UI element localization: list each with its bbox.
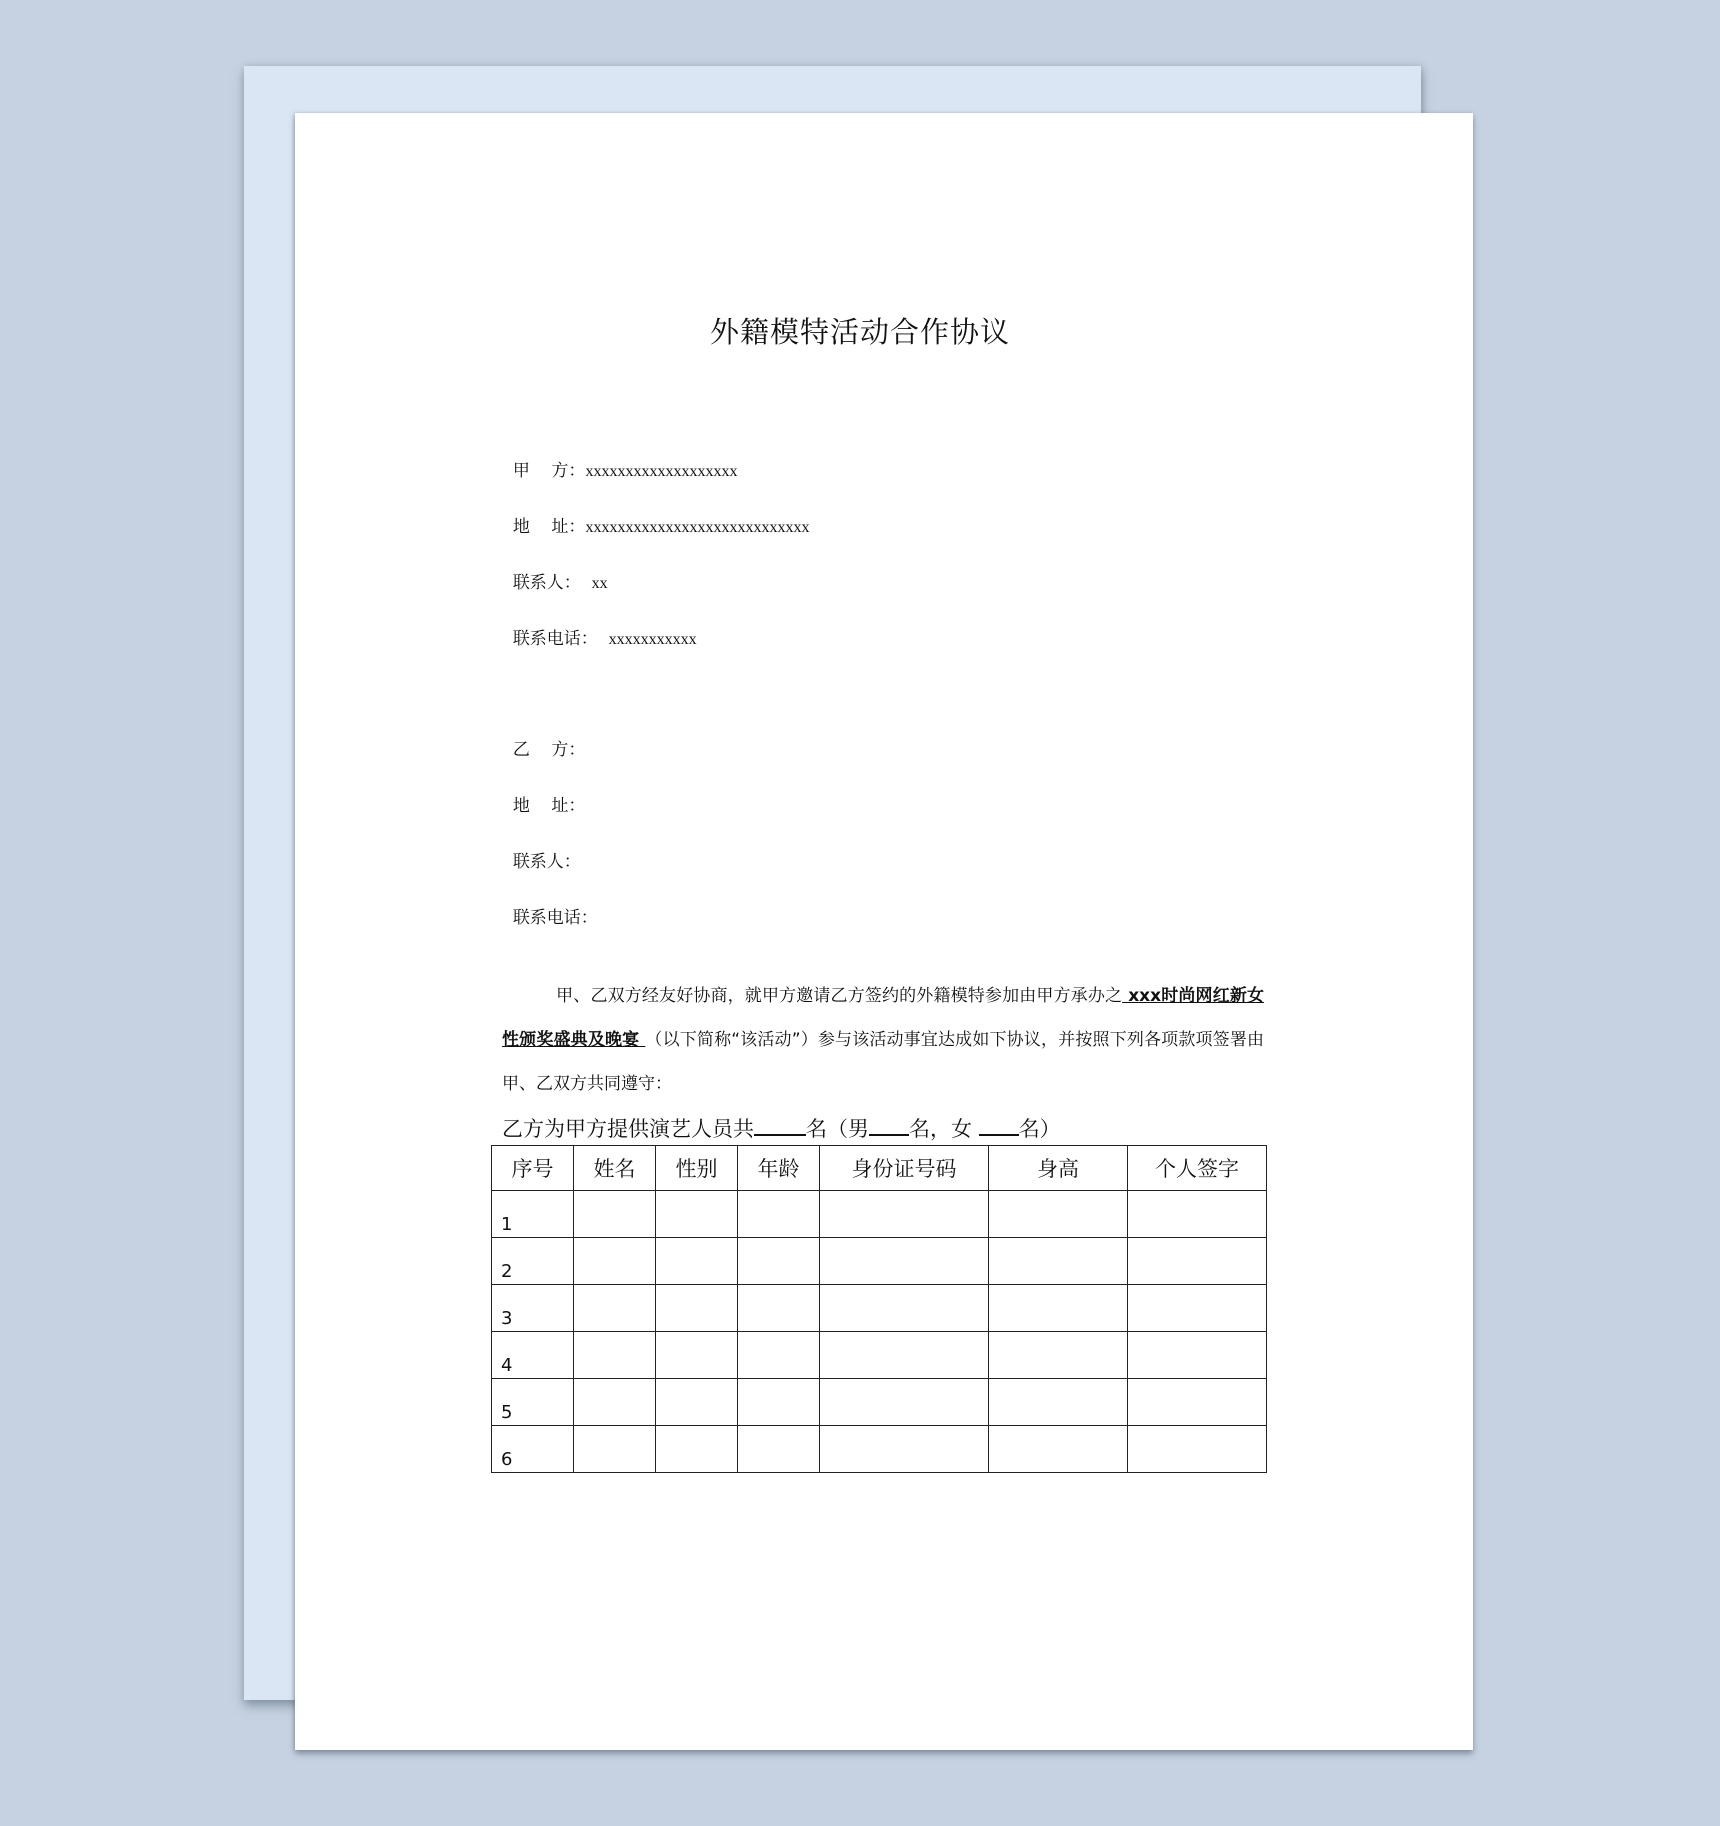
cell-id-number[interactable] — [820, 1285, 989, 1332]
party-a-address-value: xxxxxxxxxxxxxxxxxxxxxxxxxxxx — [585, 519, 810, 536]
cell-signature[interactable] — [1128, 1379, 1267, 1426]
document-title: 外籍模特活动合作协议 — [709, 315, 1010, 349]
cell-height[interactable] — [989, 1285, 1128, 1332]
count-prefix: 乙方为甲方提供演艺人员共 — [502, 1117, 754, 1141]
col-header-height: 身高 — [989, 1146, 1128, 1191]
cell-name[interactable] — [574, 1379, 656, 1426]
cell-age[interactable] — [738, 1238, 820, 1285]
cell-index: 3 — [492, 1285, 574, 1332]
table-header-row — [492, 1146, 1267, 1191]
models-table — [491, 1145, 1267, 1473]
count-mid-male: 名（男 — [806, 1117, 869, 1141]
table-row — [492, 1332, 1267, 1379]
male-count-blank[interactable] — [869, 1116, 909, 1136]
cell-age[interactable] — [738, 1426, 820, 1473]
cell-index: 1 — [492, 1191, 574, 1238]
cell-signature[interactable] — [1128, 1426, 1267, 1473]
party-b-address-field — [502, 771, 585, 816]
cell-age[interactable] — [738, 1332, 820, 1379]
party-b-phone-field — [502, 883, 598, 928]
cell-id-number[interactable] — [820, 1379, 989, 1426]
cell-signature[interactable] — [1128, 1285, 1267, 1332]
intro-text-after: （以下简称“该活动”）参与该活动事宜达成如下协议，并按照下列各项款项签署由甲、乙双方共同遵守： — [502, 1030, 1264, 1094]
cell-age[interactable] — [738, 1379, 820, 1426]
col-header-signature: 个人签字 — [1128, 1146, 1267, 1191]
count-suffix: 名） — [1018, 1117, 1061, 1141]
col-header-id-number: 身份证号码 — [820, 1146, 989, 1191]
table-row — [492, 1191, 1267, 1238]
cell-gender[interactable] — [656, 1238, 738, 1285]
cell-gender[interactable] — [656, 1332, 738, 1379]
party-b-name-label: 乙 方： — [512, 740, 586, 760]
cell-gender[interactable] — [656, 1379, 738, 1426]
cell-id-number[interactable] — [820, 1191, 989, 1238]
cell-signature[interactable] — [1128, 1238, 1267, 1285]
total-count-blank[interactable] — [754, 1116, 806, 1136]
party-a-contact-label: 联系人： — [512, 573, 592, 593]
table-row — [492, 1285, 1267, 1332]
party-a-name-field — [502, 436, 737, 481]
party-a-contact-value: xx — [591, 575, 608, 592]
party-a-address-label: 地 址： — [512, 517, 586, 537]
performer-count-line — [502, 1113, 1061, 1143]
cell-name[interactable] — [574, 1238, 656, 1285]
cell-gender[interactable] — [656, 1426, 738, 1473]
party-a-contact-field — [502, 548, 608, 593]
cell-name[interactable] — [574, 1285, 656, 1332]
col-header-age: 年龄 — [738, 1146, 820, 1191]
cell-height[interactable] — [989, 1191, 1128, 1238]
cell-index: 6 — [492, 1426, 574, 1473]
party-b-name-field — [502, 715, 585, 760]
party-b-contact-field — [502, 827, 581, 872]
count-mid-female: 名，女 — [909, 1117, 979, 1141]
table-row — [492, 1238, 1267, 1285]
col-header-gender: 性别 — [656, 1146, 738, 1191]
cell-name[interactable] — [574, 1426, 656, 1473]
col-header-name: 姓名 — [574, 1146, 656, 1191]
cell-gender[interactable] — [656, 1285, 738, 1332]
col-header-index: 序号 — [492, 1146, 574, 1191]
cell-height[interactable] — [989, 1379, 1128, 1426]
party-a-phone-label: 联系电话： — [512, 629, 609, 649]
party-a-name-label: 甲 方： — [512, 461, 586, 481]
event-name: xxx时尚网红新女性颁奖盛典及晚宴 — [502, 986, 1264, 1050]
female-count-blank[interactable] — [979, 1116, 1019, 1136]
cell-id-number[interactable] — [820, 1238, 989, 1285]
party-a-phone-field — [502, 604, 697, 649]
table-row — [492, 1426, 1267, 1473]
document-page — [295, 113, 1473, 1750]
cell-name[interactable] — [574, 1191, 656, 1238]
cell-id-number[interactable] — [820, 1426, 989, 1473]
cell-name[interactable] — [574, 1332, 656, 1379]
cell-height[interactable] — [989, 1426, 1128, 1473]
cell-signature[interactable] — [1128, 1332, 1267, 1379]
cell-index: 5 — [492, 1379, 574, 1426]
intro-text-before: 甲、乙双方经友好协商，就甲方邀请乙方签约的外籍模特参加由甲方承办之 — [556, 986, 1123, 1006]
cell-height[interactable] — [989, 1238, 1128, 1285]
cell-age[interactable] — [738, 1191, 820, 1238]
intro-paragraph — [502, 974, 1264, 1106]
cell-gender[interactable] — [656, 1191, 738, 1238]
cell-id-number[interactable] — [820, 1332, 989, 1379]
party-a-phone-value: xxxxxxxxxxx — [608, 631, 697, 648]
party-b-contact-label: 联系人： — [512, 852, 581, 872]
cell-signature[interactable] — [1128, 1191, 1267, 1238]
party-a-name-value: xxxxxxxxxxxxxxxxxxx — [585, 463, 738, 480]
cell-index: 4 — [492, 1332, 574, 1379]
party-b-phone-label: 联系电话： — [512, 908, 598, 928]
cell-index: 2 — [492, 1238, 574, 1285]
party-a-address-field — [502, 492, 809, 537]
table-row — [492, 1379, 1267, 1426]
cell-height[interactable] — [989, 1332, 1128, 1379]
cell-age[interactable] — [738, 1285, 820, 1332]
party-b-address-label: 地 址： — [512, 796, 586, 816]
